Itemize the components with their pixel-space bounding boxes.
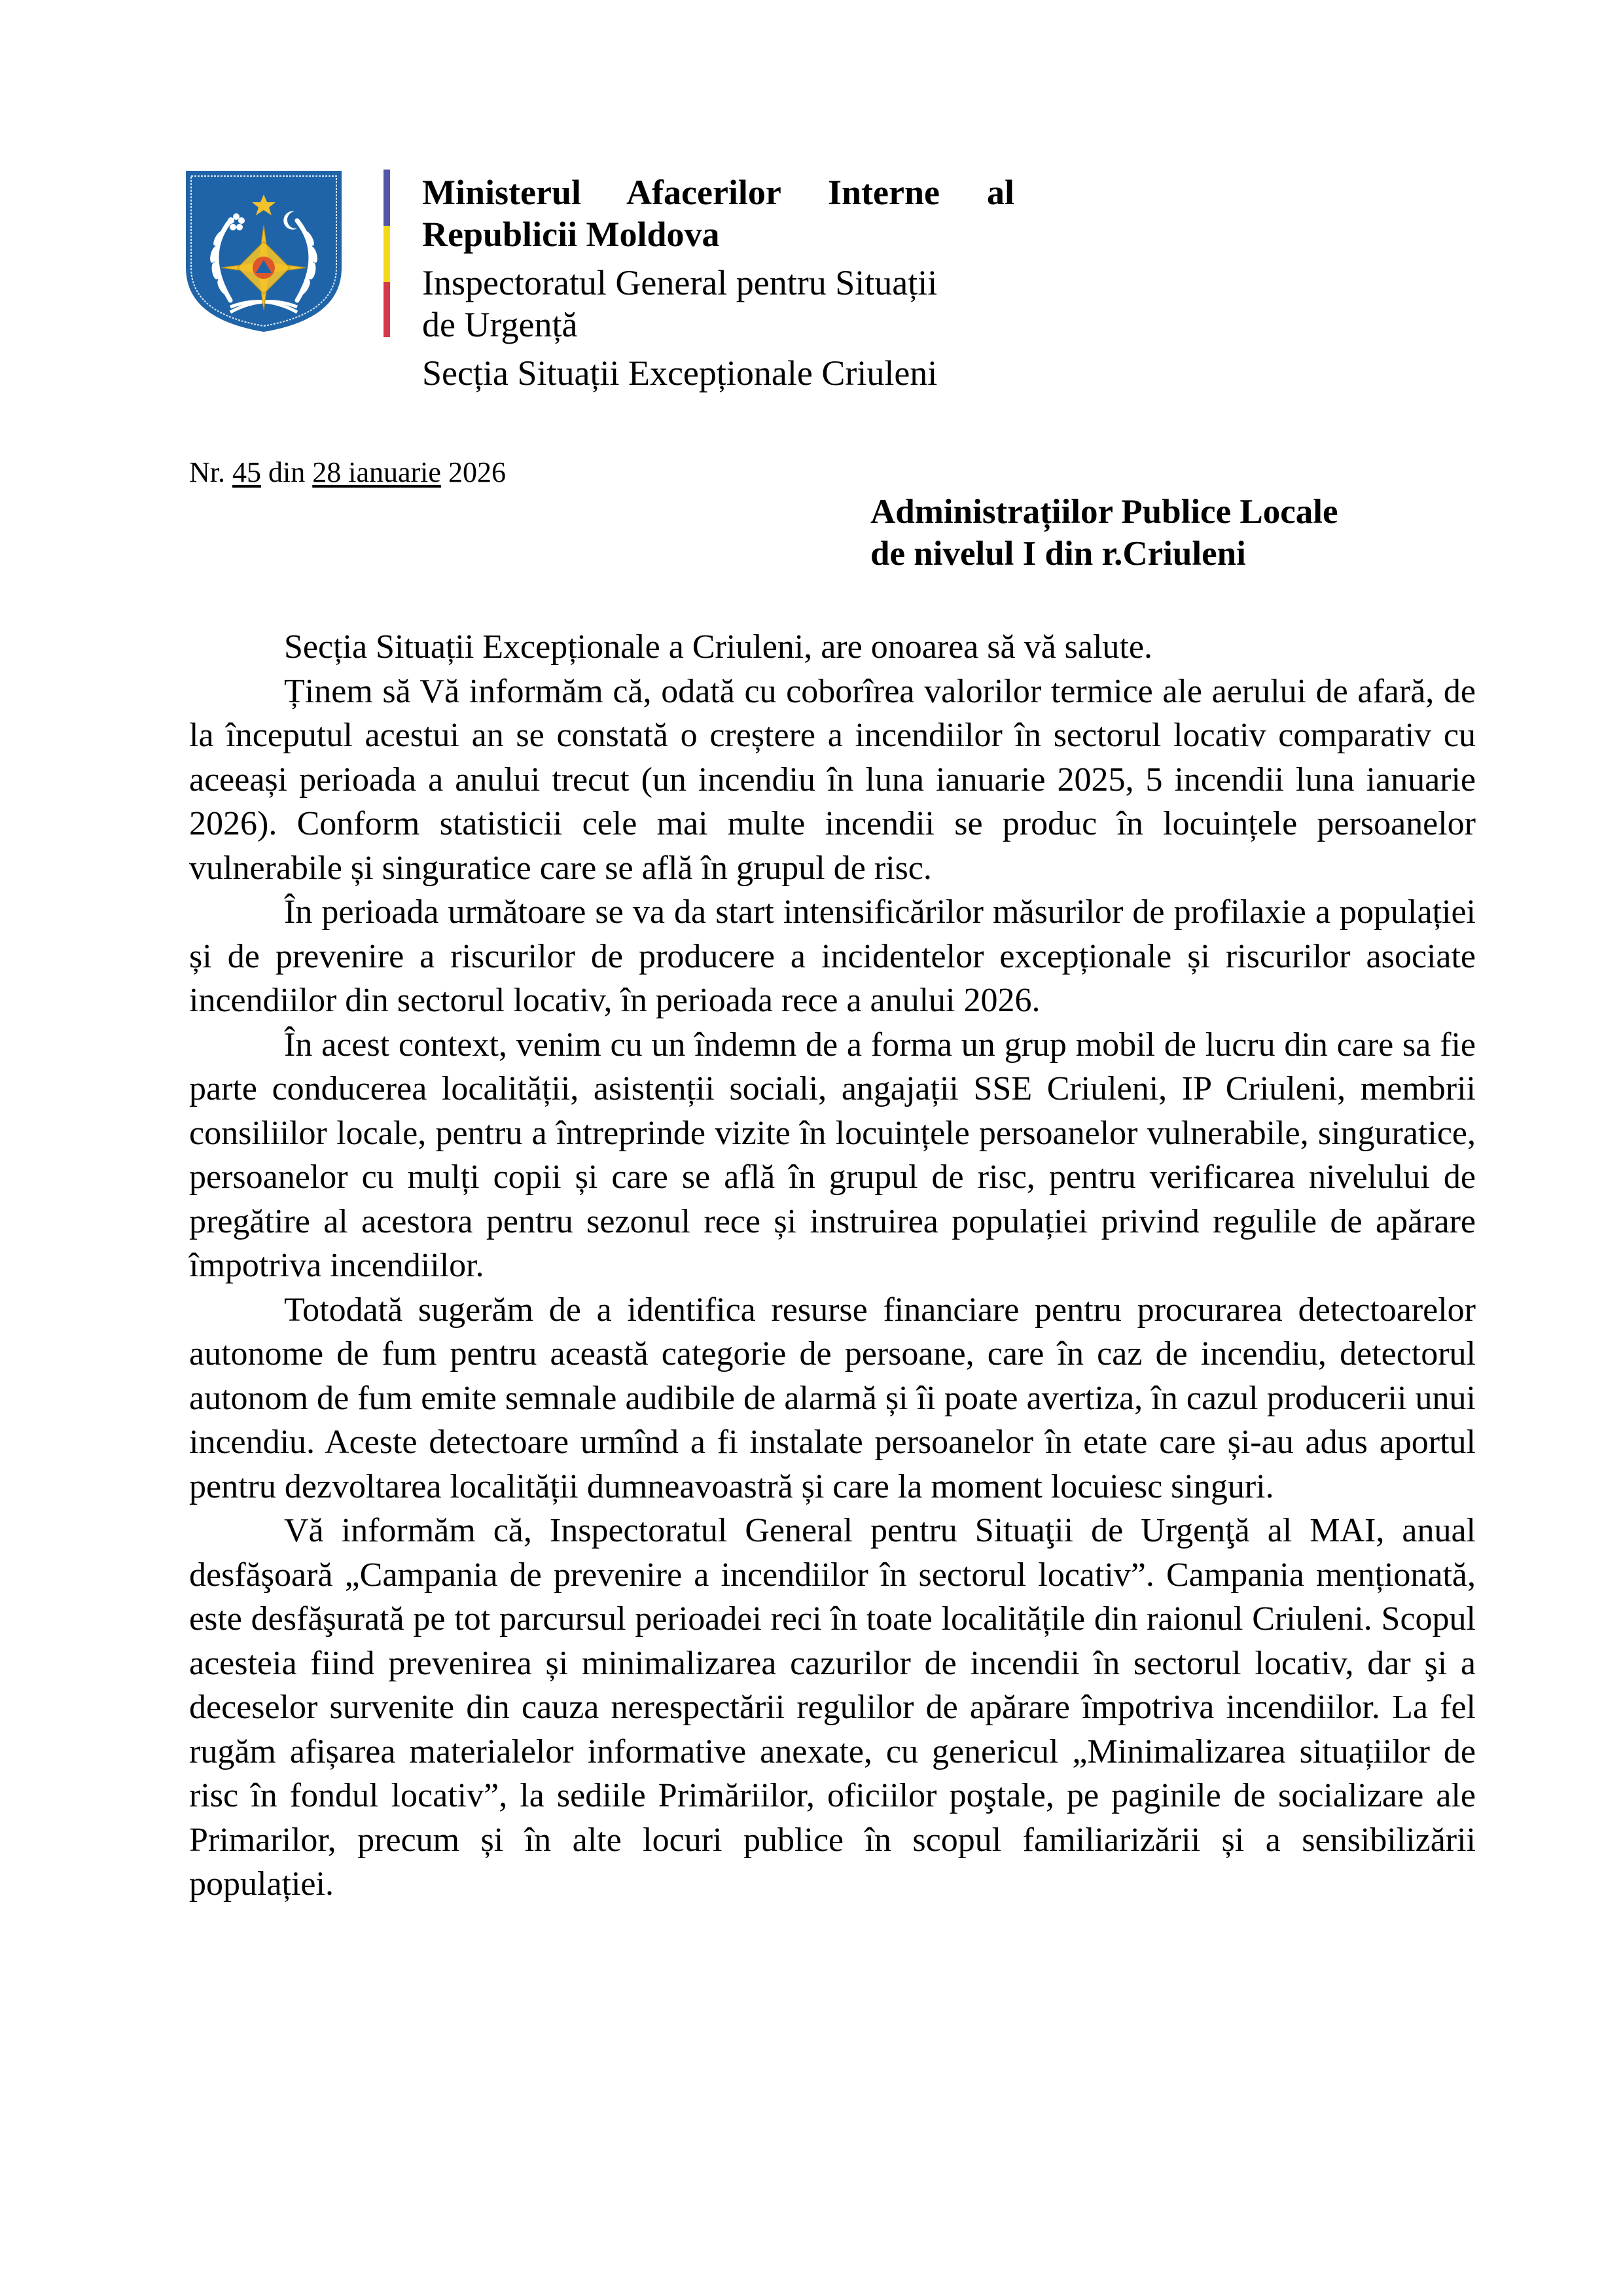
reference-date: 28 ianuarie: [312, 456, 441, 488]
body-paragraph: Vă informăm că, Inspectoratul General pentru Situaţii de Urgenţă al MAI, anual desfăşoară „Campania de prevenire a incendiilor în sectorul locativ”. Campania menționată, este desfăşurată pe tot parcursul perioadei reci în toate localitățile din raionul Criuleni. Scopul acesteia fiind prevenirea și minimalizarea cazurilor de incendii în sectorul locativ, dar şi a deceselor survenite din cauza nerespectării regulilor de apărare împotriva incendiilor. La fel rugăm afișarea materialelor informative anexate, cu genericul „Minimalizarea situațiilor de risc în fondul locativ”, la sediile Primăriilor, oficiilor poştale, pe paginile de socializare ale Primarilor, precum și în alte locuri publice în scopul familiarizării și a sensibilizării populației.: [189, 1512, 1476, 1903]
flag-yellow-stripe: [383, 226, 390, 282]
ministry-line-1: Ministerul Afacerilor Interne al: [422, 173, 1014, 212]
reference-din: din: [268, 456, 306, 488]
reference-year: 2026: [448, 456, 506, 488]
inspectorate-line-1: Inspectoratul General pentru Situații: [422, 263, 938, 302]
greeting-paragraph: Secția Situații Excepționale a Criuleni, are onoarea să vă salute.: [284, 628, 1152, 666]
addressee: [870, 491, 1338, 575]
body-paragraph: Totodată sugerăm de a identifica resurse financiare pentru procurarea detectoarelor autonome de fum pentru această categorie de persoane, care în caz de incendiu, detectorul autonom de fum emite semnale audibile de alarmă și îi poate avertiza, în cazul producerii unui incendiu. Aceste detectoare urmînd a fi instalate persoanelor în etate care și-au adus aportul pentru dezvoltarea localității dumneavoastră și care la moment locuiesc singuri.: [189, 1291, 1476, 1505]
body-paragraph: Ținem să Vă informăm că, odată cu coborîrea valorilor termice ale aerului de afară, de la începutul acestui an se constată o creștere a incendiilor în sectorul locativ comparativ cu aceeași perioada a anului trecut (un incendiu în luna ianuarie 2025, 5 incendii luna ianuarie 2026). Conform statisticii cele mai multe incendii se produc în locuințele persoanelor vulnerabile și singuratice care se află în grupul de risc.: [189, 672, 1476, 887]
tricolor-bar: [383, 170, 390, 337]
flag-red-stripe: [383, 282, 390, 337]
letter-body: [189, 625, 1476, 1907]
igsu-emblem: [185, 170, 343, 333]
addressee-line-1: Administrațiilor Publice Locale: [870, 493, 1338, 531]
reference-number: 45: [232, 456, 261, 488]
document-reference: [189, 456, 506, 490]
inspectorate-line-2: de Urgență: [422, 305, 578, 344]
ministry-line-2: Republicii Moldova: [422, 215, 720, 254]
body-paragraph: În perioada următoare se va da start intensificărilor măsurilor de profilaxie a populației și de prevenire a riscurilor de producere a incidentelor excepționale și riscurilor asociate incendiilor din sectorul locativ, în perioada rece a anului 2026.: [189, 893, 1476, 1019]
body-paragraph: În acest context, venim cu un îndemn de a forma un grup mobil de lucru din care sa fie parte conducerea localității, asistenții sociali, angajații SSE Criuleni, IP Criuleni, membrii consiliilor locale, pentru a întreprinde vizite în locuințele persoanelor vulnerabile, singuratice, persoanelor cu mulți copii și care se află în grupul de risc, pentru verificarea nivelului de pregătire al acestora pentru sezonul rece și instruirea populației privind regulile de apărare împotriva incendiilor.: [189, 1026, 1476, 1284]
section-name: Secția Situații Excepționale Criuleni: [422, 353, 938, 393]
letterhead: [422, 171, 1014, 394]
flag-blue-stripe: [383, 170, 390, 226]
reference-prefix: Nr.: [189, 456, 225, 488]
shield-emblem-icon: [185, 170, 343, 333]
addressee-line-2: de nivelul I din r.Criuleni: [870, 535, 1246, 573]
